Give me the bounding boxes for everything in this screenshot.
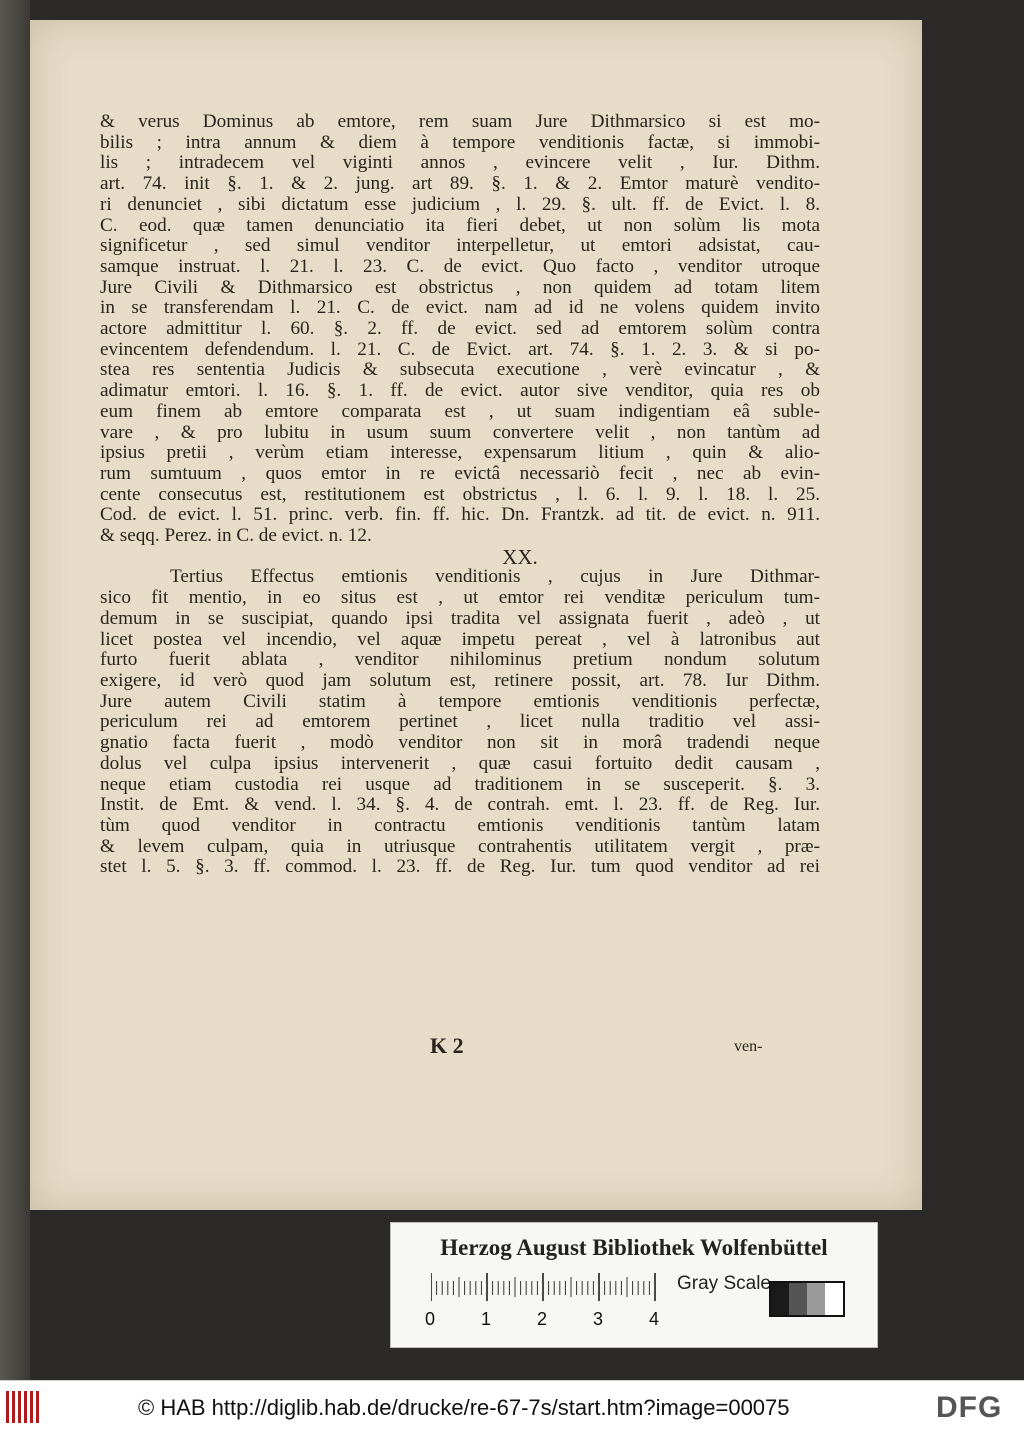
text-line: & verus Dominus ab emtore, rem suam Jure Dithmarsico si est mo- — [100, 111, 820, 132]
scan-background — [0, 0, 30, 1380]
section-heading: XX. — [502, 544, 538, 569]
text-line: dolus vel culpa ipsius intervenerit , quæ casui fortuito dedit causam , — [100, 752, 820, 774]
text-line: & levem culpam, quia in utriusque contrahentis utilitatem vergit , præ- — [100, 835, 820, 857]
text-line: ri denunciet , sibi dictatum esse judicium , l. 29. §. ult. ff. de Evict. l. 8. — [100, 193, 820, 215]
text-line: furto fuerit ablata , venditor nihilominus pretium nondum solutum — [100, 649, 820, 671]
text-line: neque etiam custodia rei usque ad traditionem in se susceperit. §. 3. — [100, 773, 820, 795]
text-line: tùm quod venditor in contractu emtionis venditionis tantùm latam — [100, 814, 820, 836]
text-line: lis ; intradecem vel viginti annos , evincere velit , Iur. Dithm. — [100, 152, 820, 174]
text-line: demum in se suscipiat, quando ipsi tradita vel assignata fuerit , adeò , ut — [100, 607, 820, 629]
barcode-icon — [6, 1391, 40, 1423]
text-line: Cod. de evict. l. 51. princ. verb. fin. ff. hic. Dn. Frantzk. ad tit. de evict. n. 911. — [100, 504, 820, 526]
text-line: adimatur emtori. l. 16. §. 1. ff. de evict. autor sive venditor, quia res ob — [100, 380, 820, 402]
text-line: sico fit mentio, in eo situs est , ut emtor rei venditæ periculum tum- — [100, 587, 820, 609]
text-line: in se transferendam l. 21. C. de evict. nam ad id ne volens quidem invito — [100, 297, 820, 319]
dfg-logo: DFG — [936, 1391, 1003, 1424]
signature-mark: K 2 — [430, 1033, 464, 1058]
text-line: art. 74. init §. 1. & 2. jung. art 89. §. 1. & 2. Emtor maturè vendito- — [100, 173, 820, 195]
text-line: stea res sententia Judicis & subsecuta executione , verè evincatur , & — [100, 359, 820, 381]
text-line: C. eod. quæ tamen denunciatio ita fieri debet, ut non solùm lis mota — [100, 214, 820, 236]
text-line: Jure autem Civili statim à tempore emtionis venditionis perfectæ, — [100, 690, 820, 712]
gray-scale-swatch — [769, 1281, 845, 1317]
text-line: actore admittitur l. 60. §. 2. ff. de evict. sed ad emtorem solùm contra — [100, 318, 820, 340]
text-line: Jure Civili & Dithmarsico est obstrictus , non quidem ad totam litem — [100, 276, 820, 298]
gray-swatch-cell — [771, 1283, 789, 1315]
book-page — [30, 20, 922, 1210]
text-line: Instit. de Emt. & vend. l. 34. §. 4. de contrah. emt. l. 23. ff. de Reg. Iur. — [100, 794, 820, 816]
gray-swatch-cell — [825, 1283, 843, 1315]
text-line: stet l. 5. §. 3. ff. commod. l. 23. ff. de Reg. Iur. tum quod venditor ad rei — [100, 856, 820, 878]
library-title: Herzog August Bibliothek Wolfenbüttel — [440, 1235, 828, 1260]
text-line: samque instruat. l. 21. l. 23. C. de evict. Quo facto , venditor utroque — [100, 255, 820, 277]
text-line: Tertius Effectus emtionis venditionis , cujus in Jure Dithmar- — [170, 566, 820, 588]
text-line: exigere, id verò quod jam solutum est, retinere possit, art. 78. Iur Dithm. — [100, 669, 820, 691]
ruler-scale — [431, 1271, 661, 1301]
ruler-number: 3 — [593, 1309, 604, 1329]
text-line: eum finem ab emtore comparata est , ut suam indigentiam eâ suble- — [100, 400, 820, 422]
text-line: licet postea vel incendio, vel aquæ impetu pereat , vel à latronibus aut — [100, 628, 820, 650]
text-line: significetur , sed simul venditor interpelletur, ut emtori adsistat, cau- — [100, 235, 820, 257]
ruler-number: 4 — [649, 1309, 660, 1329]
text-line: cente consecutus est, restitutionem est obstrictus , l. 6. l. 9. l. 18. l. 25. — [100, 483, 820, 505]
text-line: ipsius pretii , verùm etiam interesse, expensarum litium , quin & alio- — [100, 442, 820, 464]
text-line: rum sumtuum , quos emtor in re evictâ necessariò fecit , nec ab evin- — [100, 462, 820, 484]
ruler-number: 2 — [537, 1309, 548, 1329]
gray-swatch-cell — [789, 1283, 807, 1315]
ruler-number: 0 — [425, 1309, 436, 1329]
text-line: vare , & pro lubitu in usum suum convertere velit , non tantùm ad — [100, 421, 820, 443]
footer-bar — [0, 1380, 1024, 1433]
text-line: & seqq. Perez. in C. de evict. n. 12. — [100, 525, 372, 547]
text-line: periculum rei ad emtorem pertinet , licet nulla traditio vel assi- — [100, 711, 820, 733]
ruler-number: 1 — [481, 1309, 492, 1329]
color-calibration-bar — [390, 1222, 878, 1348]
page-text — [100, 112, 820, 878]
gray-scale-label: Gray Scale — [677, 1273, 771, 1294]
text-line: evincentem defendendum. l. 21. C. de Evict. art. 74. §. 1. 2. 3. & si po- — [100, 338, 820, 360]
text-line: gnatio facta fuerit , modò venditor non sit in morâ tradendi neque — [100, 732, 820, 754]
copyright-url[interactable]: © HAB http://diglib.hab.de/drucke/re-67-7s/start.htm?image=00075 — [138, 1395, 790, 1420]
catchword: ven- — [734, 1038, 763, 1055]
gray-swatch-cell — [807, 1283, 825, 1315]
text-line: bilis ; intra annum & diem à tempore venditionis factæ, si immobi- — [100, 131, 820, 153]
ruler-numbers — [411, 1309, 671, 1333]
